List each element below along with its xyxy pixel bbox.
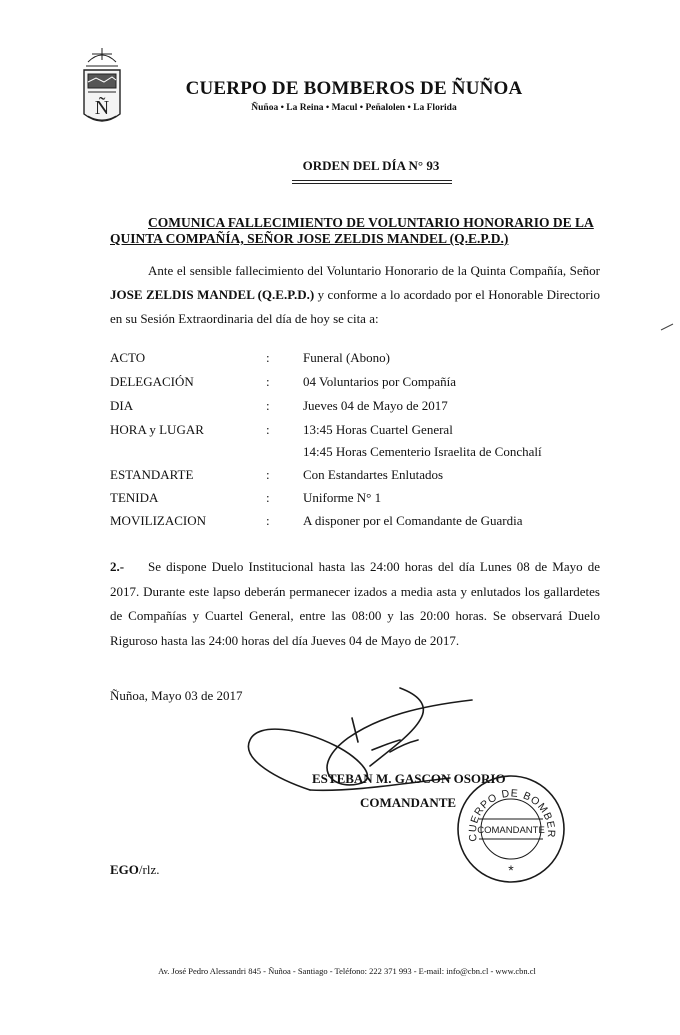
signer-name: ESTEBAN M. GASCON OSORIO xyxy=(312,771,506,786)
subject-heading: COMUNICA FALLECIMIENTO DE VOLUNTARIO HONORARIO DE LA QUINTA COMPAÑÍA, SEÑOR JOSE ZELDIS MANDEL (Q.E.P.D.) xyxy=(110,215,594,246)
margin-mark-icon xyxy=(660,318,674,326)
detail-separator: : xyxy=(266,374,270,389)
detail-value: Jueves 04 de Mayo de 2017 xyxy=(303,398,448,413)
paragraph-number: 2.- xyxy=(110,559,125,574)
intro-text-after: y conforme a lo acordado por el Honorable Directorio en su Sesión Extraordinaria del día de hoy se cita a: xyxy=(110,287,600,326)
detail-separator: : xyxy=(266,398,270,413)
detail-label: DIA xyxy=(110,398,134,413)
detail-label: DELEGACIÓN xyxy=(110,374,194,389)
detail-value: 13:45 Horas Cuartel General xyxy=(303,422,453,437)
handwritten-signature xyxy=(240,680,480,810)
detail-label: HORA y LUGAR xyxy=(110,422,204,437)
seal-star-icon: * xyxy=(508,862,514,878)
detail-separator: : xyxy=(266,350,270,365)
detail-label: MOVILIZACION xyxy=(110,513,207,528)
signer-title: COMANDANTE xyxy=(360,795,457,810)
commander-seal xyxy=(455,773,567,885)
detail-separator: : xyxy=(266,513,270,528)
seal-center-text: COMANDANTE xyxy=(477,825,545,836)
detail-label: ACTO xyxy=(110,350,146,365)
detail-separator: : xyxy=(266,490,270,505)
initials-rest: /rlz. xyxy=(138,862,160,877)
intro-text-before: Ante el sensible fallecimiento del Voluntario Honorario de la Quinta Compañía, Señor xyxy=(148,263,600,278)
intro-paragraph xyxy=(110,259,600,331)
detail-label: TENIDA xyxy=(110,490,159,505)
initials-bold: EGO xyxy=(110,862,139,877)
paragraph-text: Se dispone Duelo Institucional hasta las 24:00 horas del día Lunes 08 de Mayo de 2017. Durante este lapso deberán permanecer izados a media asta y enlutados los gallardetes de Compañías y Cuartel General, entre las 08:00 y las 20:00 horas. Se observará Duelo Riguroso hasta las 24:00 horas del día Jueves 04 de Mayo de 2017. xyxy=(110,559,600,648)
seal-ring-text: CUERPO DE BOMBER xyxy=(466,787,558,843)
detail-value: Uniforme N° 1 xyxy=(303,490,382,505)
detail-value: 14:45 Horas Cementerio Israelita de Conchalí xyxy=(303,444,542,459)
title-double-rule xyxy=(292,180,452,184)
detail-value: Con Estandartes Enlutados xyxy=(303,467,444,482)
crest-letter: Ñ xyxy=(94,97,110,119)
detail-value: A disponer por el Comandante de Guardia xyxy=(303,513,523,528)
detail-label: ESTANDARTE xyxy=(110,467,194,482)
mourning-paragraph xyxy=(110,555,600,653)
organization-communes: Ñuñoa • La Reina • Macul • Peñalolen • La Florida xyxy=(251,103,457,113)
place-date: Ñuñoa, Mayo 03 de 2017 xyxy=(110,688,243,703)
typist-initials xyxy=(110,862,159,878)
detail-value: Funeral (Abono) xyxy=(303,350,391,365)
deceased-name: JOSE ZELDIS MANDEL (Q.E.P.D.) xyxy=(110,287,315,302)
organization-name: CUERPO DE BOMBEROS DE ÑUÑOA xyxy=(185,78,523,99)
footer-address: Av. José Pedro Alessandri 845 - Ñuñoa - Santiago - Teléfono: 222 371 993 - E-mail: info@cbn.cl - www.cbn.cl xyxy=(158,966,536,976)
detail-separator: : xyxy=(266,422,270,437)
detail-value: 04 Voluntarios por Compañía xyxy=(303,374,456,389)
detail-separator: : xyxy=(266,467,270,482)
order-title: ORDEN DEL DÍA N° 93 xyxy=(302,158,440,173)
